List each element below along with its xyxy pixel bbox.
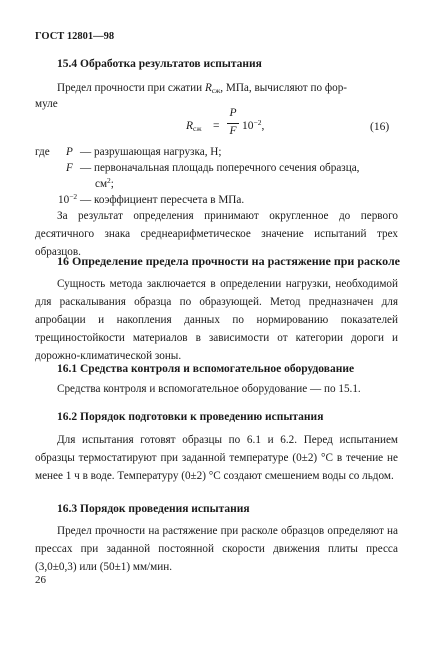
section-16-2-heading: 16.2 Порядок подготовки к проведению испытания [57,411,324,423]
formula-denominator: F [229,125,237,137]
def-factor-symbol: $10^{-2}$ [58,192,78,206]
section-15-4-heading: 15.4 Обработка результатов испытания [57,58,262,70]
section-15-4-intro: Предел прочности при сжатии $R_{сж}$, МПа, вычисляют по фор- [57,82,348,95]
formula-factor: $10^{-2}$, [242,118,265,132]
section-16-1-heading: 16.1 Средства контроля и вспомогательное оборудование [57,363,355,375]
formula-numerator: P [229,107,237,119]
fraction-bar [227,123,239,124]
section-15-4-intro-cont: муле [35,98,58,110]
def-f-symbol: F [66,162,73,174]
section-16-2-body: Для испытания готовят образцы по 6.1 и 6.2. Перед испытанием образцы термостатируют при заданной температуре (0±2) °С в течение не менее 1 ч в воде. Температуру (0±2) °С создают смешением воды со льдом. [35,434,398,482]
section-16-heading: 16 Определение предела прочности на растяжение при расколе [57,254,401,268]
def-f-unit: $см^2$; [95,176,114,190]
def-p-symbol: P [66,146,73,158]
section-16-1-body: Средства контроля и вспомогательное оборудование — по 15.1. [57,383,361,395]
def-f-text: — первоначальная площадь поперечного сечения образца, [80,162,360,174]
formula-number: (16) [370,121,390,133]
document-id: ГОСТ 12801—98 [35,31,115,42]
page-number: 26 [35,574,46,586]
where-label: где [35,146,50,158]
section-16-3-body: Предел прочности на растяжение при расколе образцов определяют на прессах при заданной постоянной скорости движения плиты пресса (3,0±0,3) или (50±1) мм/мин. [35,525,398,573]
def-p-text: — разрушающая нагрузка, Н; [80,146,222,158]
formula-lhs: $R_{сж}$ [186,120,202,133]
formula-equals: = [213,120,220,132]
section-16-3-heading: 16.3 Порядок проведения испытания [57,503,250,515]
section-15-4-result: За результат определения принимают округленное до первого десятичного знака среднеарифметическое значение испытаний трех образцов. [35,210,398,258]
section-16-body: Сущность метода заключается в определении нагрузки, необходимой для раскалывания образца по образующей. Метод предназначен для апробации и накопления данных по нормированию показателей трещиностойкости материалов в зависимости от категории дороги и дорожно-климатической зоны. [35,278,398,362]
def-factor-text: — коэффициент пересчета в МПа. [80,194,245,206]
